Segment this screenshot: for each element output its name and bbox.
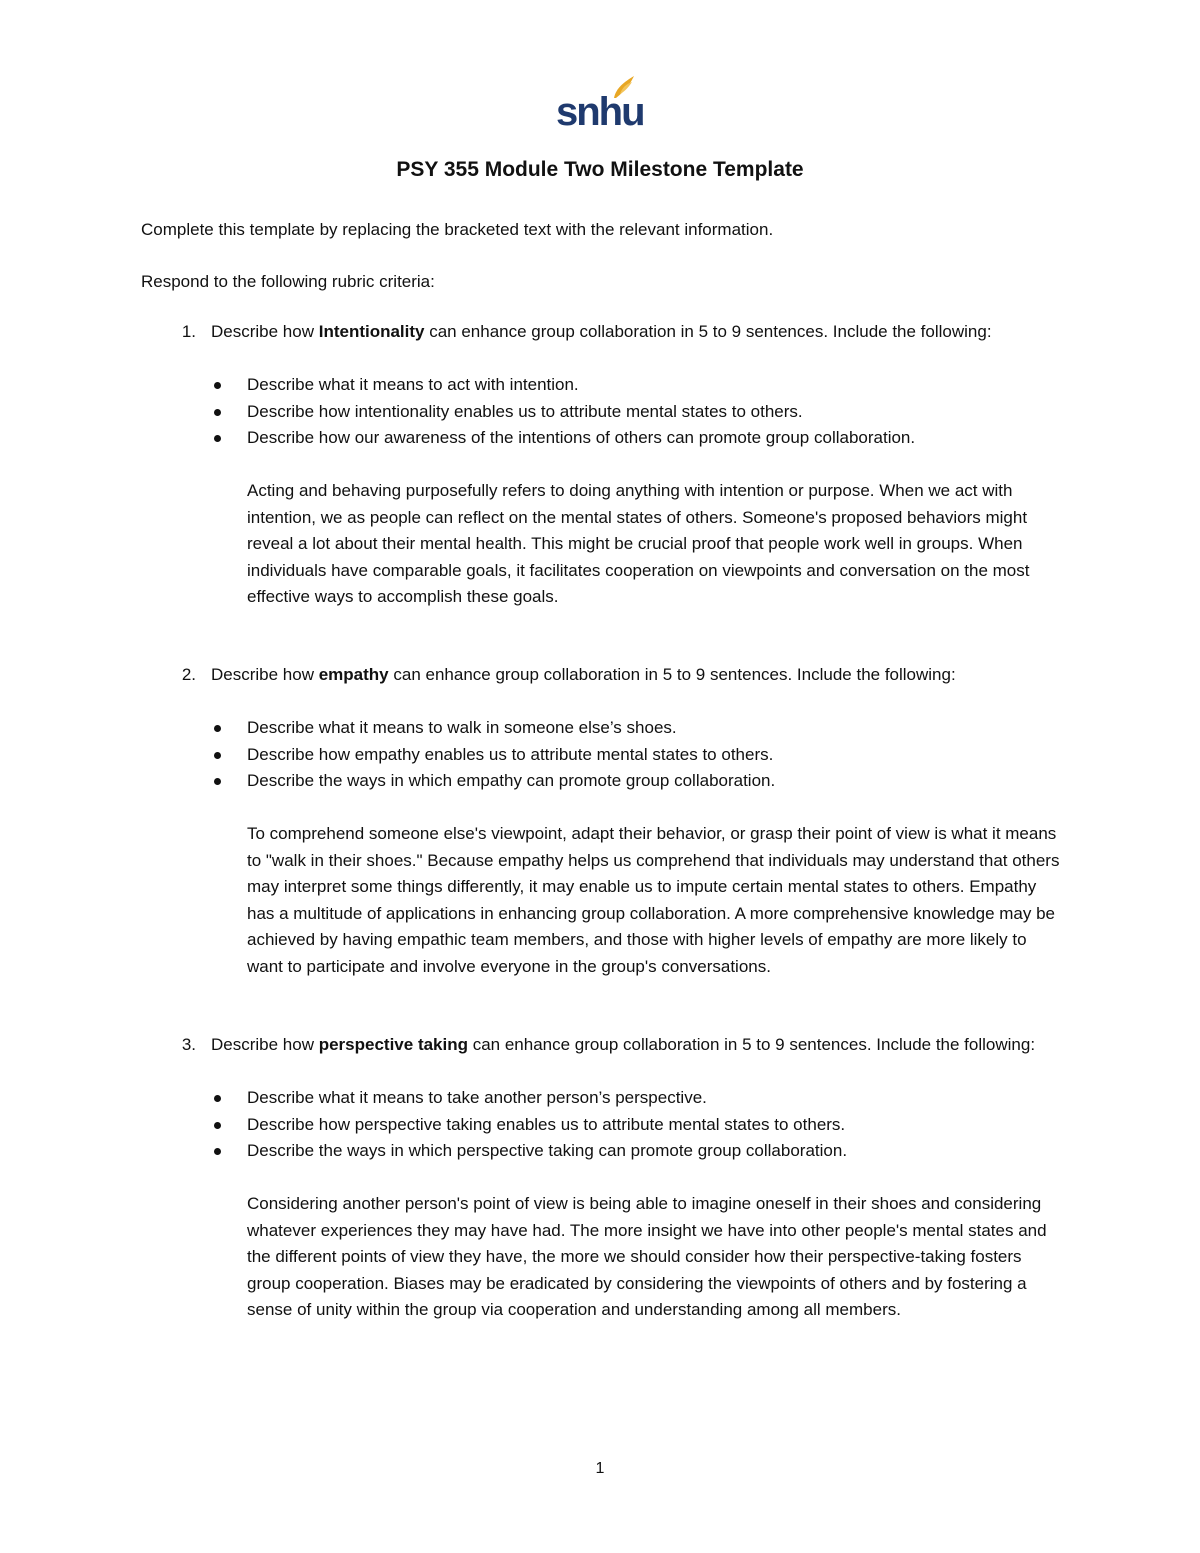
item-question: Describe how Intentionality can enhance group collaboration in 5 to 9 sentences. Include the following: xyxy=(211,322,992,341)
list-item: Describe the ways in which empathy can promote group collaboration. xyxy=(211,768,1051,795)
item-number: 2. xyxy=(181,665,196,684)
bullet-icon xyxy=(214,409,221,416)
answer-paragraph: Acting and behaving purposefully refers to doing anything with intention or purpose. When we act with intention, we as people can reflect on the mental states of others. Someone's proposed behaviors might reveal a lot about their mental health. This might be crucial proof that people work well in groups. When individuals have comparable goals, it facilitates cooperation on viewpoints and conversation on the most effective ways to accomplish these goals. xyxy=(247,481,1030,606)
list-item: Describe the ways in which perspective taking can promote group collaboration. xyxy=(211,1138,1051,1165)
answer-paragraph: To comprehend someone else's viewpoint, adapt their behavior, or grasp their point of view is what it means to "walk in their shoes." Because empathy helps us comprehend that individuals may understand that others may interpret some things differently, it may enable us to impute certain mental states to others. Empathy has a multitude of applications in enhancing group collaboration. A more comprehensive knowledge may be achieved by having empathic team members, and those with higher levels of empathy are more likely to want to participate and involve everyone in the group's conversations. xyxy=(247,824,1060,976)
bullet-icon xyxy=(214,1122,221,1129)
item-term: perspective taking xyxy=(318,1035,468,1054)
item-bullets xyxy=(211,1085,1051,1165)
item-number: 1. xyxy=(181,322,196,341)
item-question: Describe how perspective taking can enhance group collaboration in 5 to 9 sentences. Include the following: xyxy=(211,1035,1036,1054)
answer-paragraph: Considering another person's point of view is being able to imagine oneself in their shoes and considering whatever experiences they may have had. The more insight we have into other people's mental states and the different points of view they have, the more we should consider how their perspective-taking fosters group cooperation. Biases may be eradicated by considering the viewpoints of others and by fostering a sense of unity within the group via cooperation and understanding among all members. xyxy=(247,1194,1047,1319)
page-title: PSY 355 Module Two Milestone Template xyxy=(396,158,804,181)
item-question: Describe how empathy can enhance group collaboration in 5 to 9 sentences. Include the following: xyxy=(211,665,956,684)
list-item: Describe how perspective taking enables us to attribute mental states to others. xyxy=(211,1112,1051,1139)
list-item: Describe what it means to act with intention. xyxy=(211,372,1051,399)
logo-wordmark: snhu xyxy=(556,90,644,134)
item-term: Intentionality xyxy=(318,322,425,341)
bullet-icon xyxy=(214,778,221,785)
bullet-icon xyxy=(214,752,221,759)
respond-text: Respond to the following rubric criteria: xyxy=(141,272,435,291)
bullet-icon xyxy=(214,725,221,732)
list-item: Describe how our awareness of the intentions of others can promote group collaboration. xyxy=(211,425,1051,452)
bullet-icon xyxy=(214,1148,221,1155)
item-term: empathy xyxy=(318,665,389,684)
snhu-logo xyxy=(556,74,644,134)
page-number: 1 xyxy=(595,1460,605,1477)
item-bullets xyxy=(211,715,1051,795)
bullet-icon xyxy=(214,1095,221,1102)
list-item: Describe what it means to take another person’s perspective. xyxy=(211,1085,1051,1112)
bullet-icon xyxy=(214,435,221,442)
list-item: Describe how empathy enables us to attribute mental states to others. xyxy=(211,742,1051,769)
bullet-icon xyxy=(214,382,221,389)
instruction-text: Complete this template by replacing the bracketed text with the relevant information. xyxy=(141,220,774,239)
flame-icon xyxy=(610,74,636,100)
list-item: Describe what it means to walk in someone else’s shoes. xyxy=(211,715,1051,742)
list-item: Describe how intentionality enables us to attribute mental states to others. xyxy=(211,399,1051,426)
item-number: 3. xyxy=(181,1035,196,1054)
item-bullets xyxy=(211,372,1051,452)
